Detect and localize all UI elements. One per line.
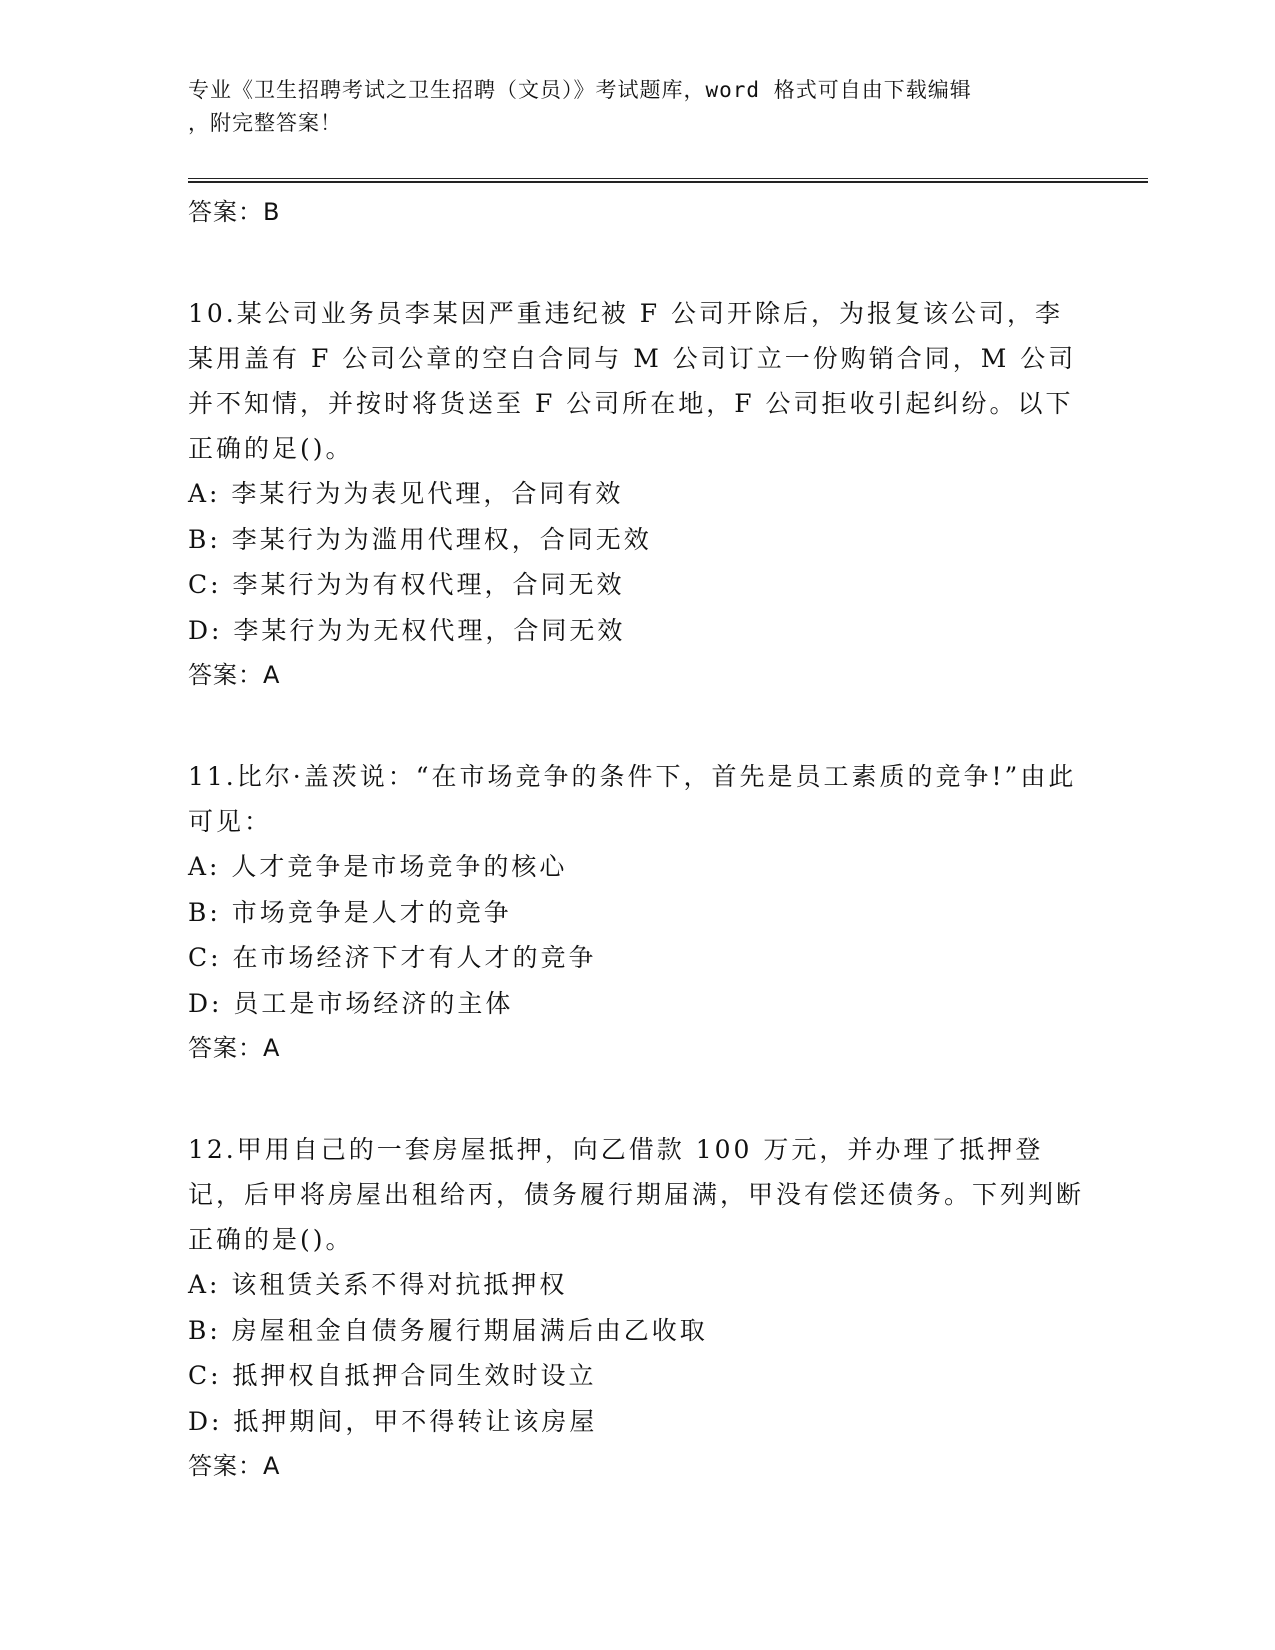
option-c: C: 李某行为为有权代理，合同无效 — [188, 570, 625, 599]
question-text: 11.比尔·盖茨说：“在市场竞争的条件下，首先是员工素质的竞争!”由此可见： — [188, 762, 1077, 836]
option-b: B: 市场竞争是人才的竞争 — [188, 897, 512, 927]
header-divider-thick — [188, 181, 1148, 183]
answer: 答案：A — [188, 661, 281, 689]
question-text: 12.甲用自己的一套房屋抵押，向乙借款 100 万元，并办理了抵押登记，后甲将房屋出租给丙，债务履行期届满，甲没有偿还债务。下列判断正确的是()。 — [188, 1135, 1085, 1254]
header-line-1: 专业《卫生招聘考试之卫生招聘（文员）》考试题库，word 格式可自由下载编辑 — [188, 78, 972, 102]
option-c: C: 在市场经济下才有人才的竞争 — [188, 943, 597, 972]
question-12 — [188, 1127, 1088, 1489]
option-a: A: 该租赁关系不得对抗抵押权 — [188, 1270, 568, 1299]
answer: 答案：A — [188, 1452, 281, 1480]
option-b: B: 李某行为为滥用代理权，合同无效 — [188, 524, 652, 554]
question-10 — [188, 291, 1088, 698]
document-body — [188, 190, 1088, 1489]
question-11 — [188, 754, 1088, 1071]
answer: 答案：A — [188, 1034, 281, 1062]
option-d: D: 员工是市场经济的主体 — [188, 988, 514, 1018]
option-a: A: 人才竞争是市场竞争的核心 — [188, 852, 568, 881]
option-d: D: 李某行为为无权代理，合同无效 — [188, 615, 626, 645]
option-c: C: 抵押权自抵押合同生效时设立 — [188, 1361, 597, 1390]
document-header — [188, 74, 1088, 140]
header-line-2: ，附完整答案！ — [188, 111, 342, 135]
option-b: B: 房屋租金自债务履行期届满后由乙收取 — [188, 1315, 708, 1345]
question-text: 10.某公司业务员李某因严重违纪被 F 公司开除后，为报复该公司，李某用盖有 F 公司公章的空白合同与 M 公司订立一份购销合同，M 公司并不知情，并按时将货送至 F 公司所在地，F 公司拒收引起纠纷。以下正确的足()。 — [188, 299, 1077, 463]
option-a: A: 李某行为为表见代理，合同有效 — [188, 479, 624, 508]
header-divider-thin — [188, 178, 1148, 179]
previous-answer: 答案：B — [188, 198, 281, 226]
option-d: D: 抵押期间，甲不得转让该房屋 — [188, 1406, 598, 1436]
